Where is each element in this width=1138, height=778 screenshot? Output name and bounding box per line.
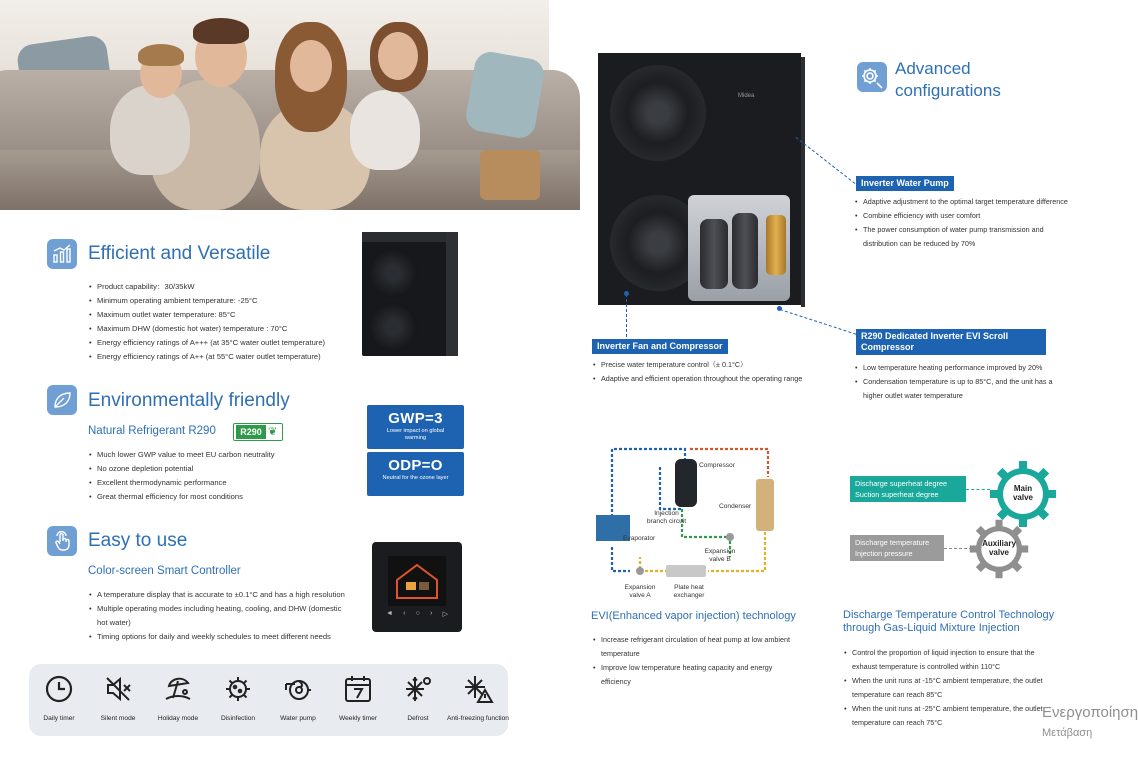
list-item: • Adaptive and efficient operation throughout the operating range: [592, 372, 807, 386]
diagram-label: Compressor: [699, 462, 735, 469]
list-item: • Product capability：30/35kW: [88, 280, 358, 294]
environment-bullets: [88, 448, 348, 504]
discharge-box: Discharge temperature Injection pressure: [850, 535, 944, 561]
callout-evi-compressor: R290 Dedicated Inverter EVI Scroll Compressor: [856, 329, 1046, 355]
main-valve-label: Main valve: [1012, 484, 1034, 502]
list-item: • Multiple operating modes including heating, cooling, and DHW (domestic hot water): [88, 602, 353, 630]
dtc-title: Discharge Temperature Control Technology through Gas-Liquid Mixture Injection: [843, 609, 1055, 634]
list-item: • Much lower GWP value to meet EU carbon neutrality: [88, 448, 348, 462]
leaf-icon: [47, 385, 77, 415]
list-item: • Minimum operating ambient temperature: -25°C: [88, 294, 358, 308]
list-item: • Maximum outlet water temperature: 85°C: [88, 308, 358, 322]
feature-silent-mode: Silent mode: [88, 664, 148, 736]
beach-umbrella-icon: [163, 674, 193, 704]
environment-subtitle: Natural Refrigerant R290: [88, 425, 216, 437]
activation-watermark-sub: Μετάβαση: [1042, 727, 1093, 739]
feature-disinfection: Disinfection: [208, 664, 268, 736]
efficiency-chart-icon: [47, 239, 77, 269]
efficient-bullets: [88, 280, 358, 364]
house-icon: [394, 562, 440, 600]
easy-title: Easy to use: [88, 530, 188, 551]
gear-settings-icon: [857, 62, 887, 92]
list-item: • Adaptive adjustment to the optimal target temperature difference: [854, 195, 1076, 209]
easy-subtitle: Color-screen Smart Controller: [88, 565, 241, 577]
feature-daily-timer: Daily timer: [29, 664, 89, 736]
r290-badge: R290 ❦: [233, 423, 283, 441]
superheat-box: Discharge superheat degree Suction superheat degree: [850, 476, 966, 502]
diagram-label: Expansion valve B: [704, 548, 736, 563]
environment-title: Environmentally friendly: [88, 390, 290, 411]
list-item: • Excellent thermodynamic performance: [88, 476, 348, 490]
smart-controller-image: ◄ ‹ ○ › ▷: [372, 542, 462, 632]
fan-bullets: [592, 358, 807, 386]
list-item: • A temperature display that is accurate to ±0.1°C and has a high resolution: [88, 588, 353, 602]
feature-weekly-timer: Weekly timer: [328, 664, 388, 736]
evi-tech-bullets: [592, 633, 802, 689]
callout-water-pump: Inverter Water Pump: [856, 176, 954, 191]
efficient-title: Efficient and Versatile: [88, 243, 271, 264]
snowflake-sun-icon: [403, 674, 433, 704]
heat-pump-cutaway-image: Midea: [598, 53, 801, 305]
list-item: • Maximum DHW (domestic hot water) temperature : 70°C: [88, 322, 358, 336]
feature-holiday-mode: Holiday mode: [148, 664, 208, 736]
evi-cycle-diagram: [590, 437, 790, 607]
odp-badge: ODP=O Neutral for the ozone layer: [367, 452, 464, 496]
evi-tech-title: EVI(Enhanced vapor injection) technology: [591, 610, 796, 622]
easy-bullets: [88, 588, 353, 644]
family-photo: [0, 0, 549, 207]
list-item: • Improve low temperature heating capacity and energy efficiency: [592, 661, 802, 689]
list-item: • The power consumption of water pump transmission and distribution can be reduced by 70%: [854, 223, 1076, 251]
diagram-label: Plate heat exchanger: [673, 584, 705, 599]
list-item: • Increase refrigerant circulation of heat pump at low ambient temperature: [592, 633, 802, 661]
list-item: • Precise water temperature control（± 0.1°C）: [592, 358, 807, 372]
list-item: • Combine efficiency with user comfort: [854, 209, 1076, 223]
snowflake-warning-icon: [463, 674, 493, 704]
diagram-label: Condenser: [719, 503, 752, 510]
diagram-label: Expansion valve A: [624, 584, 656, 599]
touch-hand-icon: [47, 526, 77, 556]
diagram-label: Evaporator: [623, 535, 656, 542]
gwp-badge: GWP=3 Lower impact on global warming: [367, 405, 464, 449]
dtc-bullets: [843, 646, 1058, 730]
mute-speaker-icon: [103, 674, 133, 704]
evi-compressor-bullets: [854, 361, 1074, 403]
callout-fan-compressor: Inverter Fan and Compressor: [592, 339, 728, 354]
list-item: • No ozone depletion potential: [88, 462, 348, 476]
list-item: • Condensation temperature is up to 85°C, and the unit has a higher outlet water temperature: [854, 375, 1074, 403]
advanced-title: Advanced configurations: [895, 59, 1001, 100]
calendar-7-icon: [343, 674, 373, 704]
list-item: • When the unit runs at -25°C ambient temperature, the outlet temperature can reach 75°C: [843, 702, 1058, 730]
list-item: • Great thermal efficiency for most conditions: [88, 490, 348, 504]
list-item: • Energy efficiency ratings of A++ (at 55°C water outlet temperature): [88, 350, 358, 364]
feature-anti-freezing: Anti-freezing function: [448, 664, 508, 736]
activation-watermark: Ενεργοποίηση: [1042, 704, 1138, 721]
list-item: • Control the proportion of liquid injection to ensure that the exhaust temperature is controlled within 110°C: [843, 646, 1058, 674]
feature-icons-bar: [29, 664, 508, 736]
auxiliary-valve-label: Auxiliary valve: [982, 539, 1016, 557]
list-item: • Low temperature heating performance improved by 20%: [854, 361, 1074, 375]
pump-bullets: [854, 195, 1076, 251]
clock-icon: [44, 674, 74, 704]
list-item: • Timing options for daily and weekly schedules to meet different needs: [88, 630, 353, 644]
virus-icon: [223, 674, 253, 704]
heat-pump-unit-image: [362, 232, 458, 356]
leaf-icon: ❦: [268, 426, 278, 438]
feature-defrost: Defrost: [388, 664, 448, 736]
water-pump-icon: [283, 674, 313, 704]
feature-water-pump: Water pump: [268, 664, 328, 736]
diagram-label: Injection branch circuit: [646, 510, 687, 525]
list-item: • Energy efficiency ratings of A+++ (at 35°C water outlet temperature): [88, 336, 358, 350]
list-item: • When the unit runs at -15°C ambient temperature, the outlet temperature can reach 85°C: [843, 674, 1058, 702]
